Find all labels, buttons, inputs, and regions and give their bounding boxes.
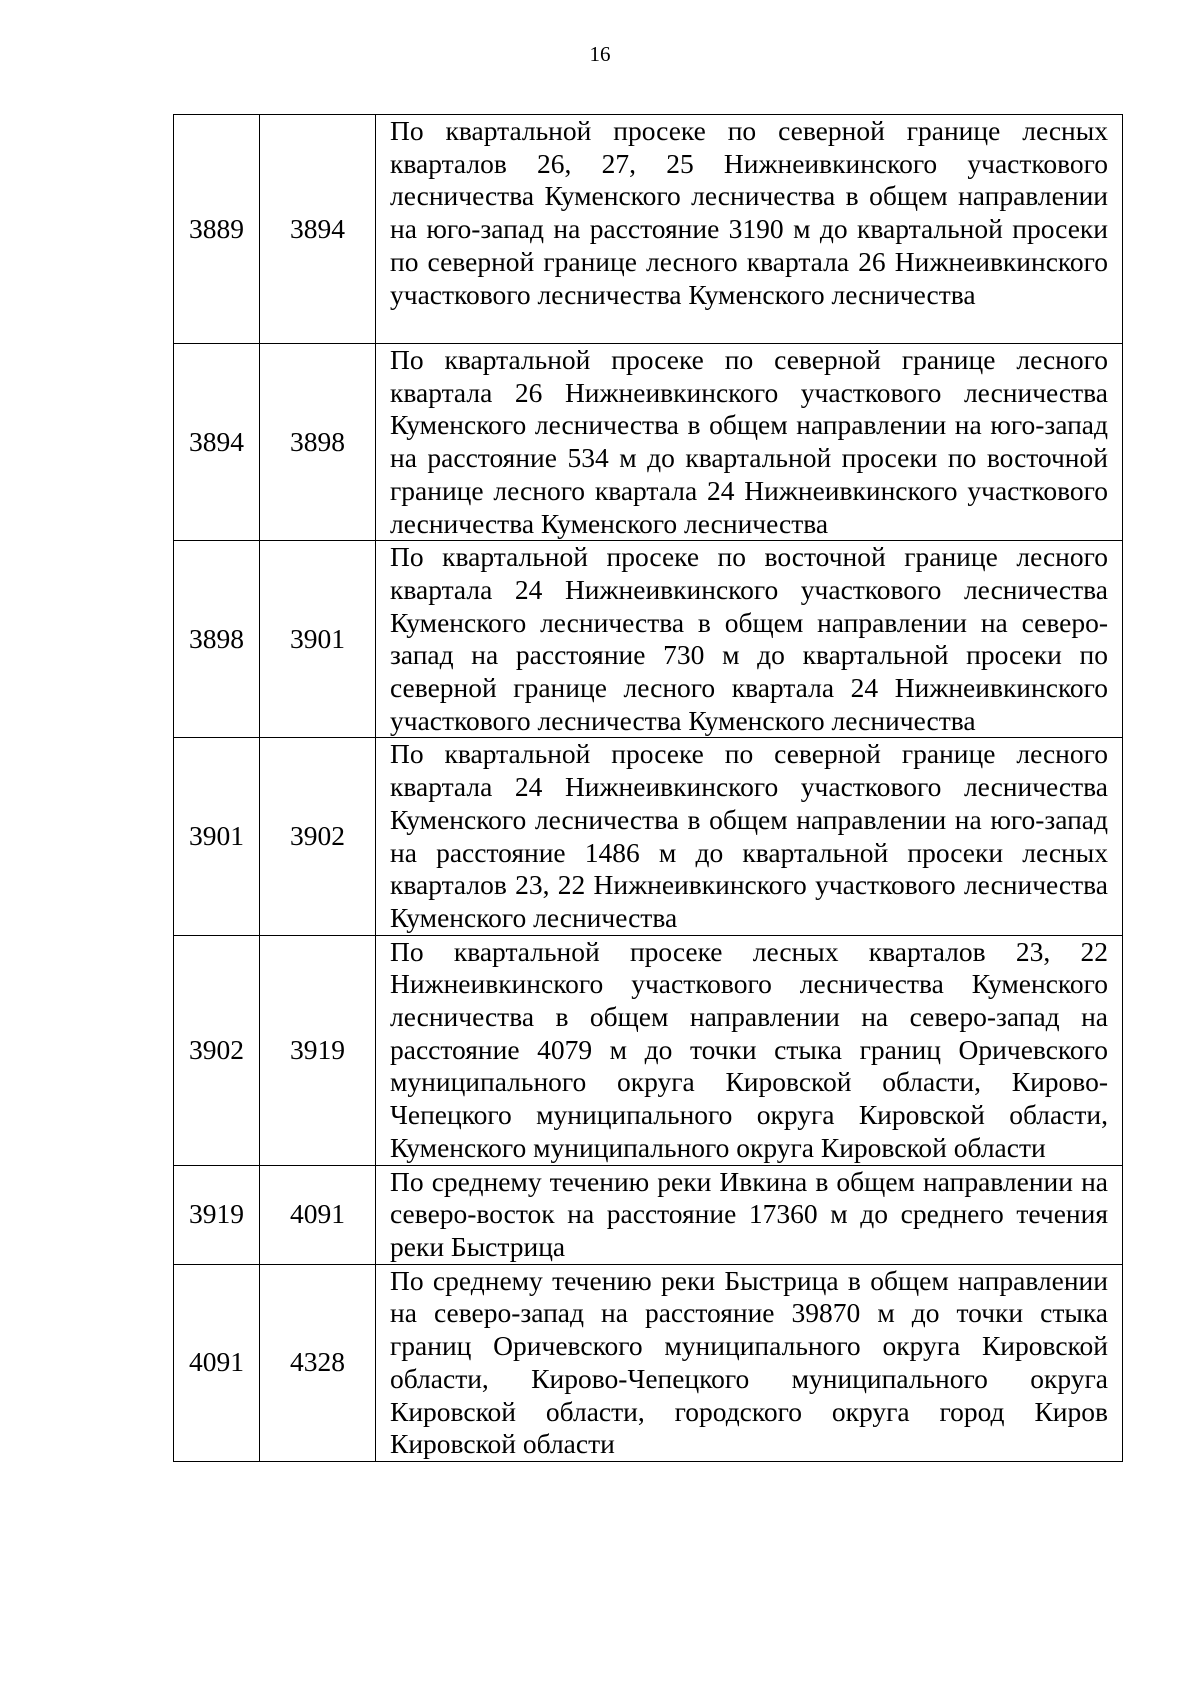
- from-point-cell: 3894: [174, 344, 260, 541]
- table-row: [174, 541, 1123, 738]
- to-point-cell: 4328: [260, 1264, 376, 1461]
- boundary-description-cell: По квартальной просеке по северной границе лесного квартала 24 Нижнеивкинского участкового лесничества Куменского лесничества в общем направлении на юго-запад на расстояние 1486 м до квартальной просеки лесных кварталов 23, 22 Нижнеивкинского участкового лесничества Куменского лесничества: [376, 738, 1123, 935]
- to-point-cell: 4091: [260, 1165, 376, 1264]
- table-row: [174, 935, 1123, 1165]
- boundary-description-cell: По квартальной просеке по северной границе лесных кварталов 26, 27, 25 Нижнеивкинского участкового лесничества Куменского лесничества в общем направлении на юго-запад на расстояние 3190 м до квартальной просеки по северной границе лесного квартала 26 Нижнеивкинского участкового лесничества Куменского лесничества: [376, 115, 1123, 344]
- from-point-cell: 3919: [174, 1165, 260, 1264]
- to-point-cell: 3894: [260, 115, 376, 344]
- boundary-description-cell: По квартальной просеке лесных кварталов 23, 22 Нижнеивкинского участкового лесничества Куменского лесничества в общем направлении на северо-запад на расстояние 4079 м до точки стыка границ Оричевского муниципального округа Кировской области, Кирово-Чепецкого муниципального округа Кировской области, Куменского муниципального округа Кировской области: [376, 935, 1123, 1165]
- from-point-cell: 3901: [174, 738, 260, 935]
- boundary-description-cell: По среднему течению реки Ивкина в общем направлении на северо-восток на расстояние 17360 м до среднего течения реки Быстрица: [376, 1165, 1123, 1264]
- table-row: [174, 1165, 1123, 1264]
- boundary-description-cell: По квартальной просеке по восточной границе лесного квартала 24 Нижнеивкинского участкового лесничества Куменского лесничества в общем направлении на северо-запад на расстояние 730 м до квартальной просеки по северной границе лесного квартала 24 Нижнеивкинского участкового лесничества Куменского лесничества: [376, 541, 1123, 738]
- from-point-cell: 3898: [174, 541, 260, 738]
- to-point-cell: 3901: [260, 541, 376, 738]
- table-row: [174, 344, 1123, 541]
- from-point-cell: 3902: [174, 935, 260, 1165]
- to-point-cell: 3902: [260, 738, 376, 935]
- table-row: [174, 1264, 1123, 1461]
- table-row: [174, 115, 1123, 344]
- to-point-cell: 3898: [260, 344, 376, 541]
- boundary-description-cell: По квартальной просеке по северной границе лесного квартала 26 Нижнеивкинского участкового лесничества Куменского лесничества в общем направлении на юго-запад на расстояние 534 м до квартальной просеки по восточной границе лесного квартала 24 Нижнеивкинского участкового лесничества Куменского лесничества: [376, 344, 1123, 541]
- table-row: [174, 738, 1123, 935]
- from-point-cell: 3889: [174, 115, 260, 344]
- boundary-description-table: [173, 114, 1123, 1462]
- to-point-cell: 3919: [260, 935, 376, 1165]
- from-point-cell: 4091: [174, 1264, 260, 1461]
- boundary-description-cell: По среднему течению реки Быстрица в общем направлении на северо-запад на расстояние 39870 м до точки стыка границ Оричевского муниципального округа Кировской области, Кирово-Чепецкого муниципального округа Кировской области, городского округа город Киров Кировской области: [376, 1264, 1123, 1461]
- page-number: 16: [589, 42, 611, 66]
